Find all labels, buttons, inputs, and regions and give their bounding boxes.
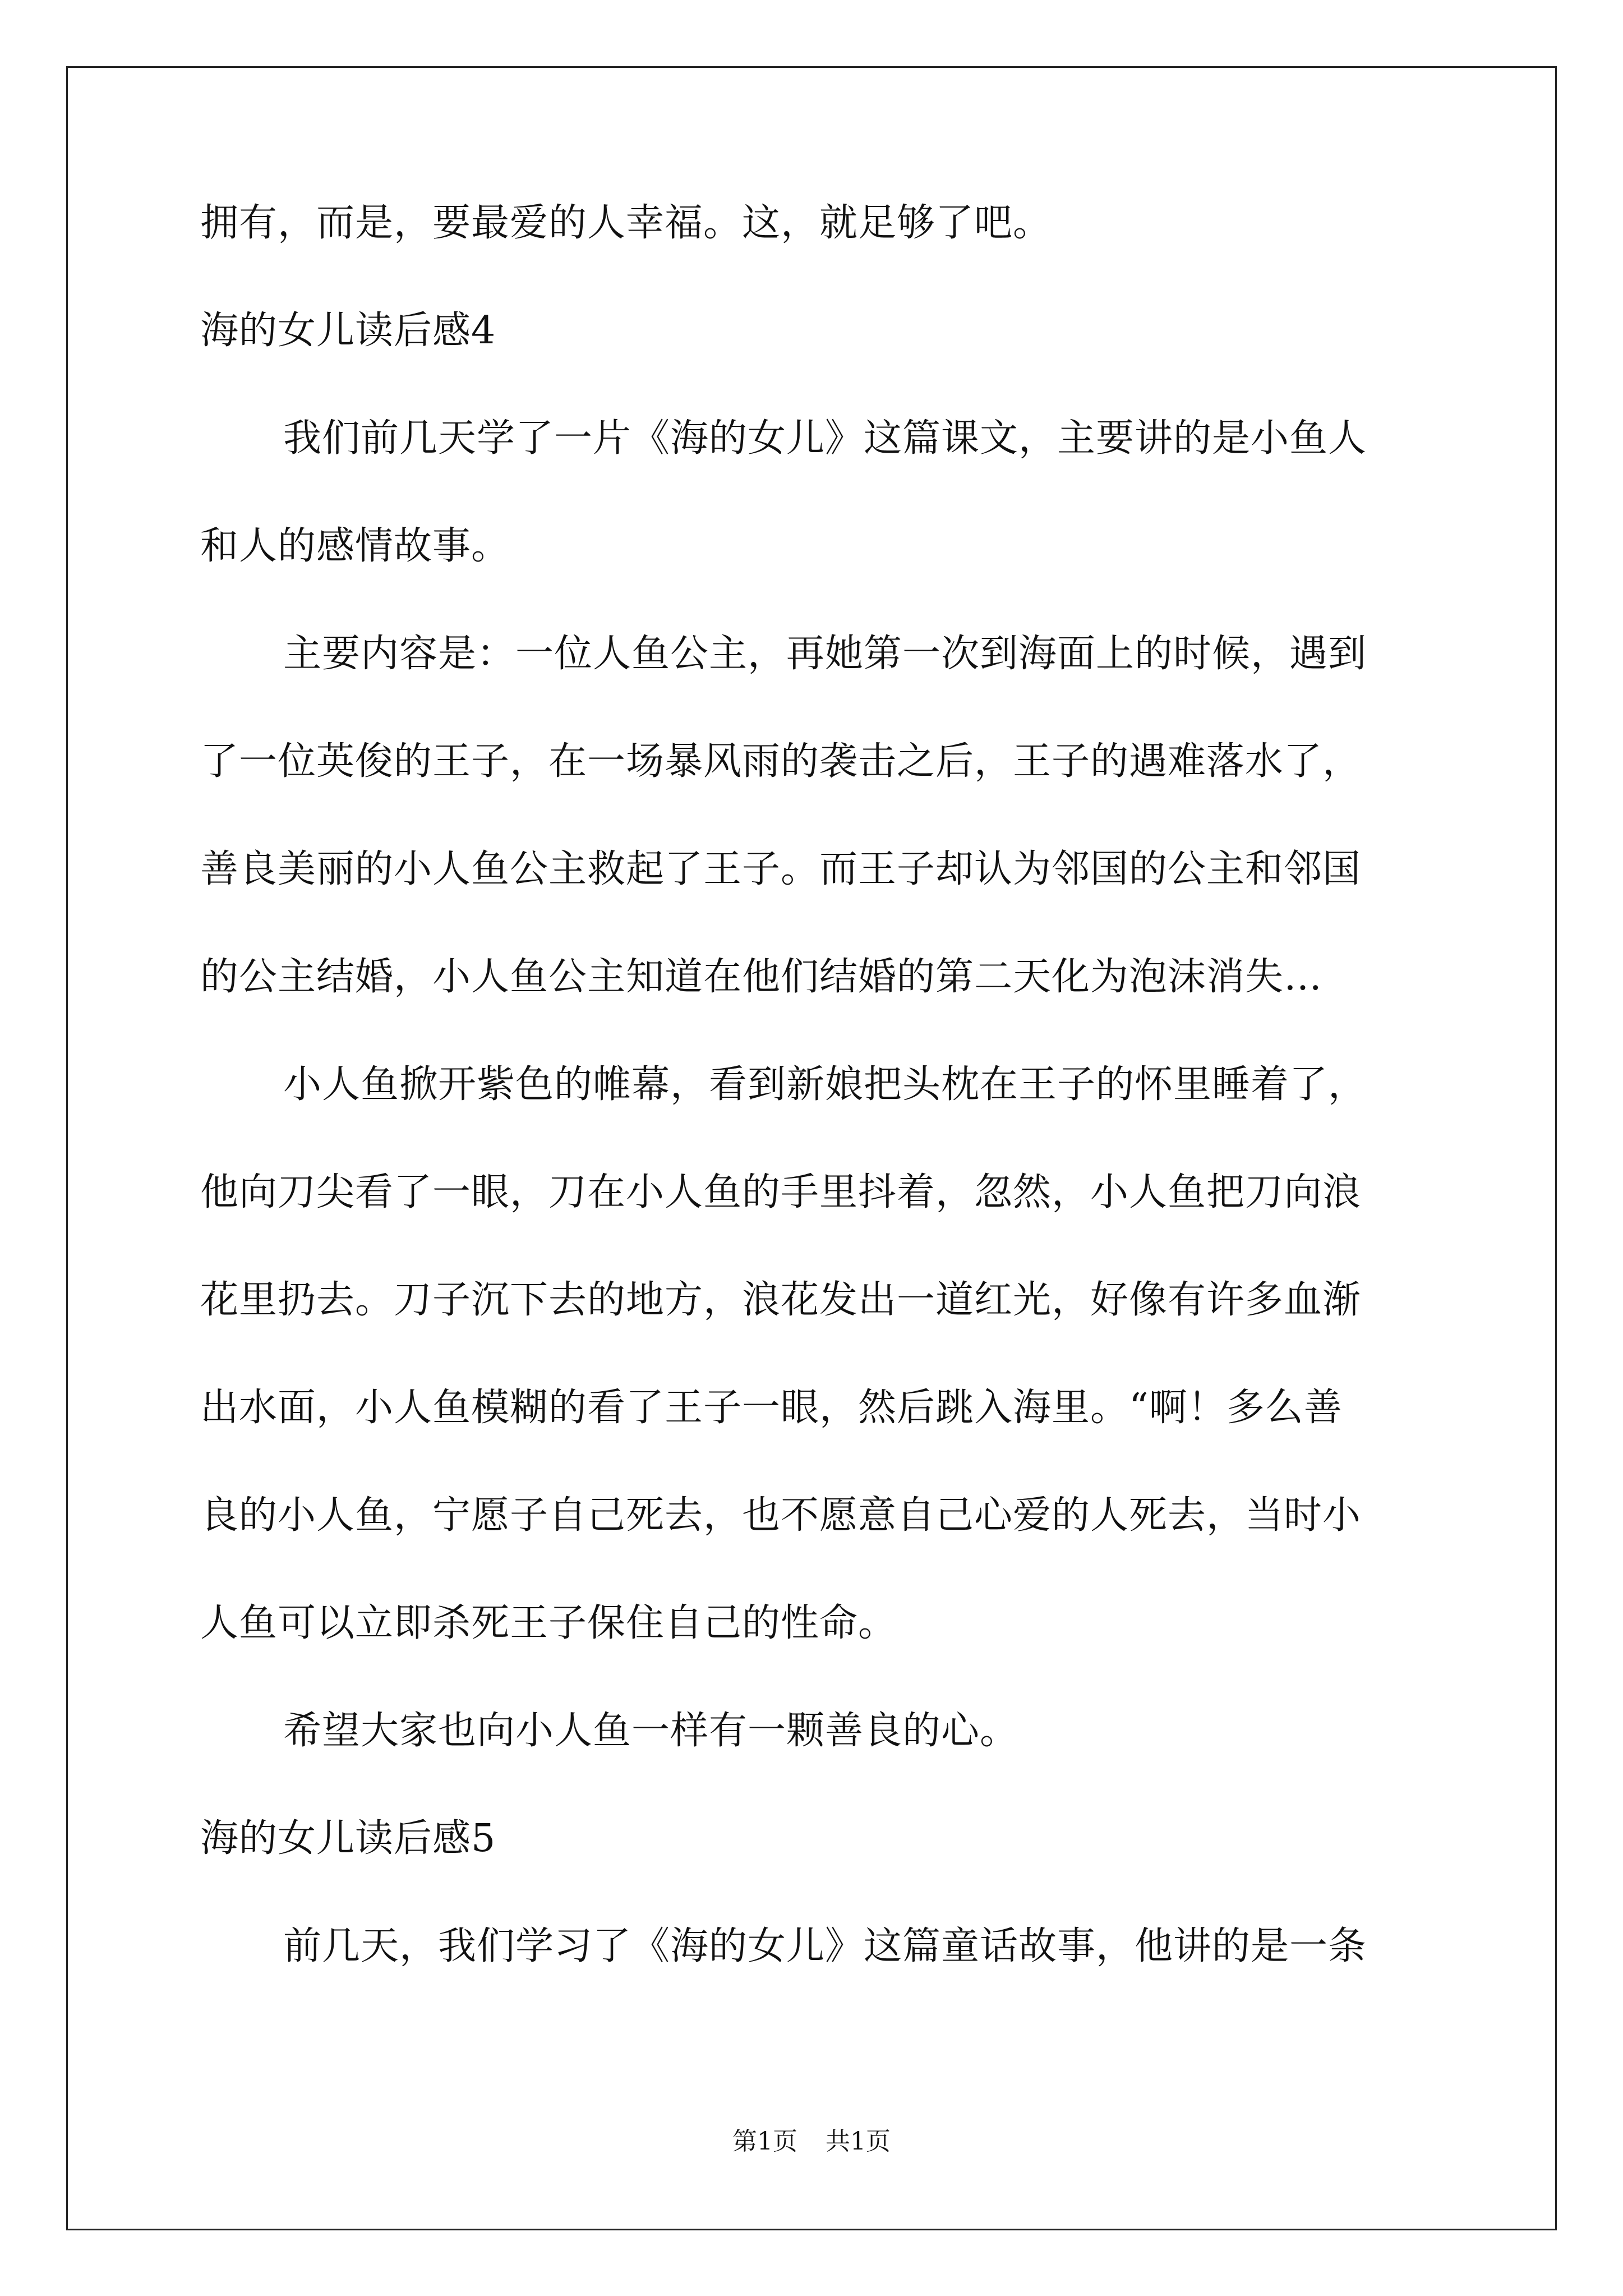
text-line: 拥有，而是，要最爱的人幸福。这，就足够了吧。: [200, 201, 1052, 245]
text-line: 良的小人鱼，宁愿子自己死去，也不愿意自己心爱的人死去，当时小: [200, 1493, 1362, 1538]
document-body: [200, 196, 1434, 1973]
page-total: 共1页: [826, 2127, 891, 2156]
text-line: 和人的感情故事。: [200, 524, 510, 568]
text-line: 主要内容是：一位人鱼公主，再她第一次到海面上的时候，遇到: [283, 632, 1367, 676]
page-footer: [0, 2125, 1623, 2159]
text-line: 人鱼可以立即杀死王子保住自己的性命。: [200, 1601, 897, 1645]
page-number: 第1页: [732, 2127, 797, 2156]
text-line: 出水面，小人鱼模糊的看了王子一眼，然后跳入海里。“啊！多么善: [200, 1386, 1343, 1430]
text-line: 了一位英俊的王子，在一场暴风雨的袭击之后，王子的遇难落水了，: [200, 739, 1362, 784]
text-line: 的公主结婚，小人鱼公主知道在他们结婚的第二天化为泡沫消失…: [200, 955, 1323, 999]
section-heading: 海的女儿读后感5: [200, 1816, 496, 1861]
text-line: 前几天，我们学习了《海的女儿》这篇童话故事，他讲的是一条: [283, 1924, 1367, 1968]
text-line: 他向刀尖看了一眼，刀在小人鱼的手里抖着，忽然，小人鱼把刀向浪: [200, 1170, 1362, 1214]
text-line: 花里扔去。刀子沉下去的地方，浪花发出一道红光，好像有许多血渐: [200, 1278, 1362, 1322]
text-line: 我们前几天学了一片《海的女儿》这篇课文，主要讲的是小鱼人: [283, 416, 1367, 461]
text-line: 小人鱼掀开紫色的帷幕，看到新娘把头枕在王子的怀里睡着了，: [283, 1062, 1367, 1107]
text-line: 善良美丽的小人鱼公主救起了王子。而王子却认为邻国的公主和邻国: [200, 847, 1362, 891]
text-line: 希望大家也向小人鱼一样有一颗善良的心。: [283, 1709, 1019, 1753]
section-heading: 海的女儿读后感4: [200, 309, 496, 353]
